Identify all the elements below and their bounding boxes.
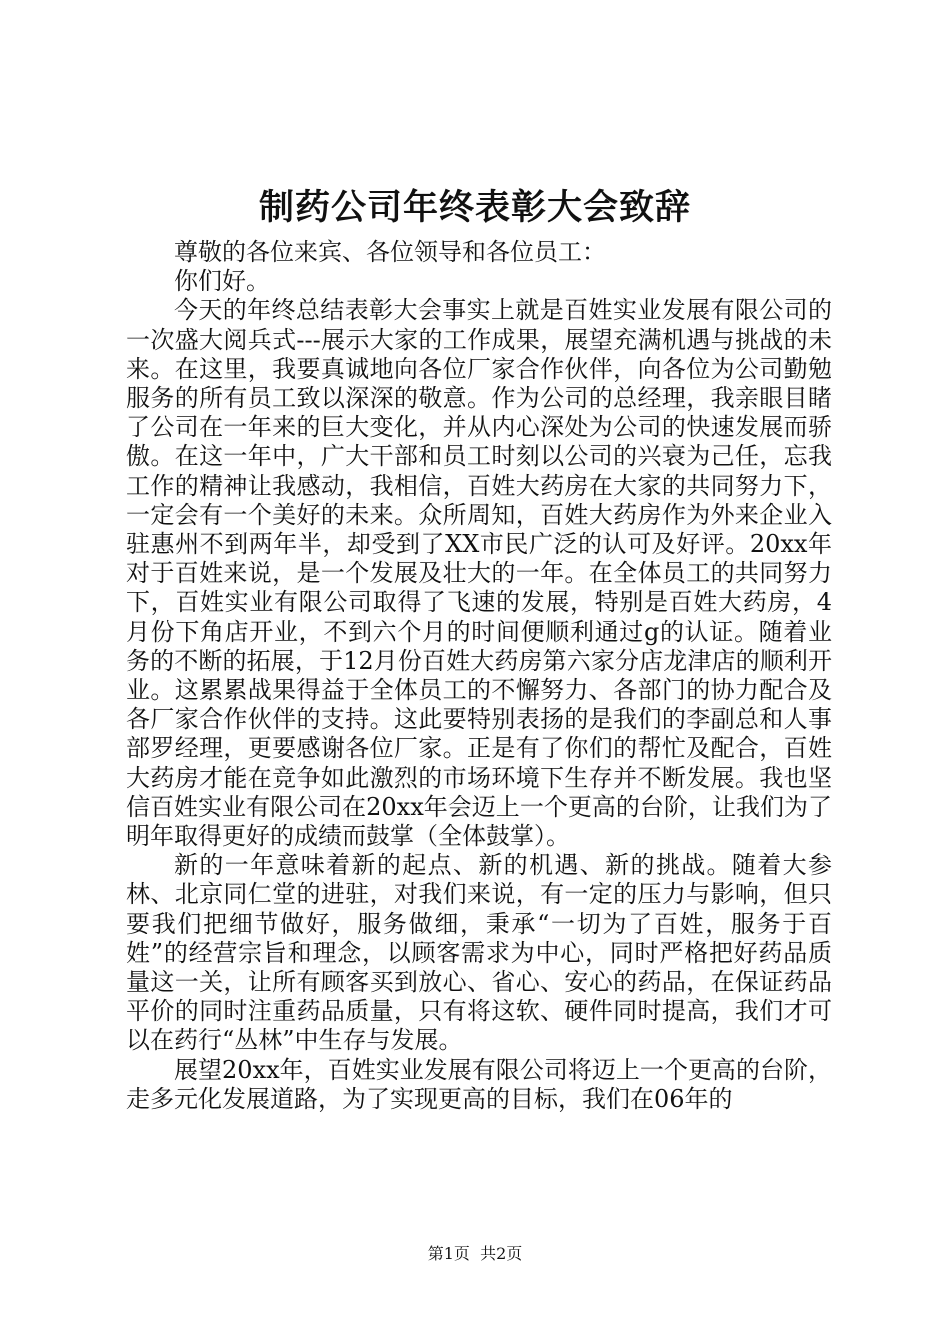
page-total: 共2页 <box>480 1244 523 1263</box>
footer-spacer <box>470 1244 480 1263</box>
document-title: 制药公司年终表彰大会致辞 <box>258 187 691 228</box>
greeting-line: 尊敬的各位来宾、各位领导和各位员工： <box>174 238 606 266</box>
page-number: 第1页 <box>427 1244 470 1263</box>
page-footer <box>0 1243 950 1265</box>
body-paragraph: 今天的年终总结表彰大会事实上就是百姓实业发展有限公司的一次盛大阅兵式---展示大家的工作成果，展望充满机遇与挑战的未来。在这里，我要真诚地向各位厂家合作伙伴，向各位为公司勤勉服务的所有员工致以深深的敬意。作为公司的总经理，我亲眼目睹了公司在一年来的巨大变化，并从内心深处为公司的快速发展而骄傲。在这一年中，广大干部和员工时刻以公司的兴衰为己任，忘我工作的精神让我感动，我相信，百姓大药房在大家的共同努力下，一定会有一个美好的未来。众所周知，百姓大药房作为外来企业入驻惠州不到两年半，却受到了XX市民广泛的认可及好评。20xx年对于百姓来说，是一个发展及壮大的一年。在全体员工的共同努力下，百姓实业有限公司取得了飞速的发展，特别是百姓大药房，4月份下角店开业，不到六个月的时间便顺利通过g的认证。随着业务的不断的拓展，于12月份百姓大药房第六家分店龙津店的顺利开业。这累累战果得益于全体员工的不懈努力、各部门的协力配合及各厂家合作伙伴的支持。这此要特别表扬的是我们的李副总和人事部罗经理，更要感谢各位厂家。正是有了你们的帮忙及配合，百姓大药房才能在竞争如此激烈的市场环境下生存并不断发展。我也坚信百姓实业有限公司在20xx年会迈上一个更高的台阶，让我们为了明年取得更好的成绩而鼓掌（全体鼓掌）。 <box>126 296 832 851</box>
salutation-line: 你们好。 <box>174 267 270 296</box>
body-paragraph: 展望20xx年，百姓实业发展有限公司将迈上一个更高的台阶，走多元化发展道路，为了实现更高的目标，我们在06年的 <box>126 1055 832 1113</box>
document-body <box>126 238 832 1114</box>
body-paragraph: 新的一年意味着新的起点、新的机遇、新的挑战。随着大参林、北京同仁堂的进驻，对我们来说，有一定的压力与影响，但只要我们把细节做好，服务做细，秉承“一切为了百姓，服务于百姓”的经营宗旨和理念，以顾客需求为中心，同时严格把好药品质量这一关，让所有顾客买到放心、省心、安心的药品，在保证药品平价的同时注重药品质量，只有将这软、硬件同时提高，我们才可以在药行“丛林”中生存与发展。 <box>126 851 832 1055</box>
